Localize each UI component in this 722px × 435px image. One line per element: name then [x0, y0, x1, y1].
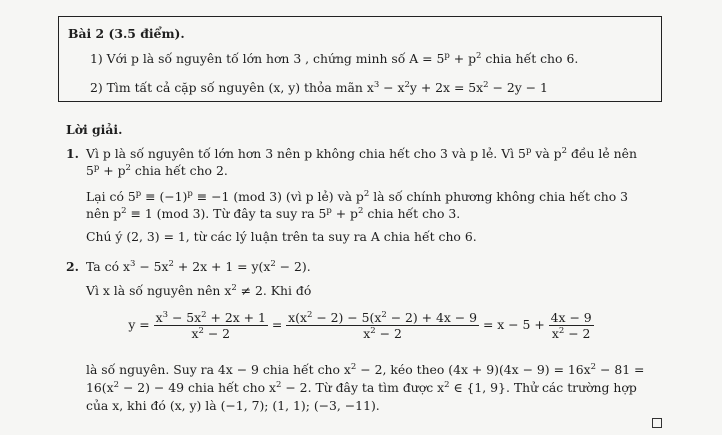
display-equation: y = $\frac{x^3 - 5x^2 + 2x + 1}{x^2 - 2}$ = $\frac{x(x^2 - 2) - 5(x^2 - 2) + 4x - 9}{x^2 - 2}$ = x − 5 + $\frac{4x - 9}{x^2 - 2}$ — [128, 310, 592, 341]
solution-2-line-5: của x, khi đó (x, y) là (−1, 7); (1, 1); (−3, −11). — [86, 398, 380, 413]
problem-question-1: 1) Với p là số nguyên tố lớn hơn 3 , chứng minh số $A = 5^p + p^2$ chia hết cho 6. — [90, 51, 579, 66]
solution-heading: Lời giải. — [66, 122, 123, 137]
fraction-2: $\frac{x(x^2 - 2) - 5(x^2 - 2) + 4x - 9}{x^2 - 2}$ — [288, 310, 477, 341]
solution-2-line-1: Ta có $x^3 - 5x^2 + 2x + 1 = y(x^2 - 2)$. — [86, 259, 311, 274]
solution-2-line-2: Vì x là số nguyên nên $x^2 \ne 2$. Khi đó — [86, 283, 312, 298]
solution-2-line-4: $16(x^2 - 2) - 49$ chia hết cho $x^2 - 2$. Từ đây ta tìm được $x^2$ ∈ {1, 9}. Thử các trường hợp — [86, 380, 637, 395]
fraction-3: $\frac{4x - 9}{x^2 - 2}$ — [550, 310, 592, 341]
problem-question-2: 2) Tìm tất cả cặp số nguyên (x, y) thỏa mãn $x^3 - x^2y + 2x = 5x^2 - 2y - 1$ — [90, 80, 548, 95]
solution-1-number: 1. — [66, 146, 79, 161]
solution-1-line-1: Vì p là số nguyên tố lớn hơn 3 nên p không chia hết cho 3 và p lẻ. Vì 5$^p$ và $p^2$ đều lẻ nên — [86, 146, 637, 161]
solution-2-number: 2. — [66, 259, 79, 274]
solution-1-line-3: Lại có $5^p \equiv (-1)^p \equiv -1$ (mod 3) (vì p lẻ) và $p^2$ là số chính phương không chia hết cho 3 — [86, 189, 629, 204]
fraction-1: $\frac{x^3 - 5x^2 + 2x + 1}{x^2 - 2}$ — [155, 310, 266, 341]
solution-1-line-5: Chú ý (2, 3) = 1, từ các lý luận trên ta suy ra A chia hết cho 6. — [86, 229, 477, 244]
problem-title: Bài 2 (3.5 điểm). — [68, 26, 185, 41]
solution-1-line-4: nên $p^2 \equiv 1$ (mod 3). Từ đây ta suy ra $5^p + p^2$ chia hết cho 3. — [86, 206, 461, 221]
solution-1-line-2: $5^p + p^2$ chia hết cho 2. — [86, 163, 228, 178]
qed-square-icon — [652, 418, 662, 428]
solution-2-line-3: là số nguyên. Suy ra 4x − 9 chia hết cho $x^2 - 2$, kéo theo $(4x + 9)(4x - 9) = 16x^2 - 81$ = — [86, 362, 645, 377]
